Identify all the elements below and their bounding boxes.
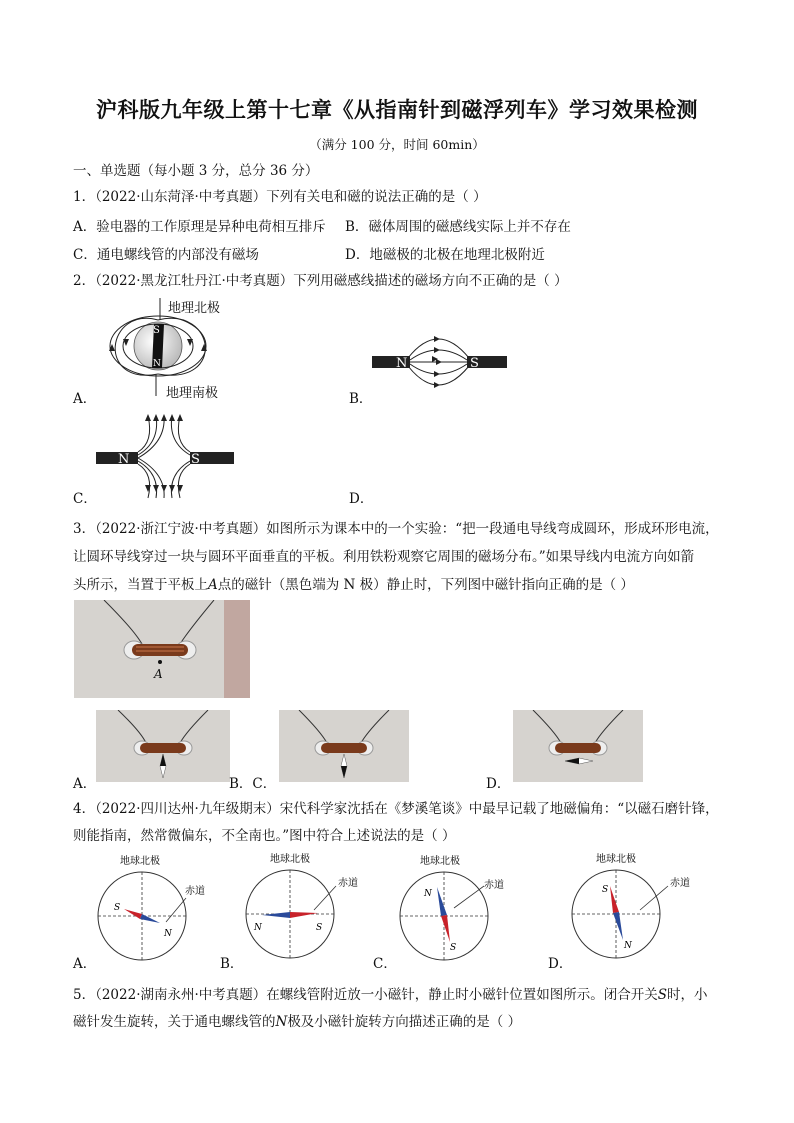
- q2-label-a[interactable]: A．: [73, 391, 97, 407]
- svg-text:S: S: [316, 923, 323, 933]
- svg-text:N: N: [164, 929, 172, 939]
- page-subtitle: （满分 100 分，时间 60min）: [309, 137, 485, 152]
- q4-label-a[interactable]: A．: [73, 956, 97, 972]
- q2-label-b[interactable]: B．: [349, 391, 373, 407]
- q3-label-bc[interactable]: B．C．: [229, 776, 277, 792]
- q3-label-a[interactable]: A．: [73, 776, 97, 792]
- svg-text:N: N: [254, 923, 262, 933]
- q1-option-a[interactable]: A．验电器的工作原理是异种电荷相互排斥: [73, 219, 326, 235]
- svg-text:N: N: [624, 941, 632, 951]
- page-title: 沪科版九年级上第十七章《从指南针到磁浮列车》学习效果检测: [96, 97, 698, 122]
- svg-text:S: S: [470, 356, 479, 371]
- q2-figure-b-bar-magnet[interactable]: [372, 330, 512, 400]
- svg-text:S: S: [450, 943, 457, 953]
- q2-label-d[interactable]: D．: [349, 491, 374, 507]
- q4-label-d[interactable]: D．: [548, 956, 573, 972]
- q4-label-b[interactable]: B．: [220, 956, 244, 972]
- q3-main-photo: [74, 600, 250, 698]
- q3-point-a-label: A: [154, 667, 163, 681]
- q2-figure-a-earth[interactable]: [96, 296, 276, 404]
- geo-north-label: 地理北极: [168, 301, 221, 316]
- geo-south-label: 地理南极: [166, 386, 219, 401]
- q1-option-c[interactable]: C．通电螺线管的内部没有磁场: [73, 247, 259, 263]
- svg-text:S: S: [602, 885, 609, 895]
- q1-option-b[interactable]: B．磁体周围的磁感线实际上并不存在: [345, 219, 571, 235]
- q5-line-2: 磁针发生旋转，关于通电螺线管的N极及小磁针旋转方向描述正确的是（ ）: [73, 1014, 522, 1030]
- earth-magnet-n-label: N: [153, 359, 161, 369]
- q4-compass-a[interactable]: [90, 852, 220, 962]
- q3-label-d[interactable]: D．: [486, 776, 511, 792]
- q4-compass-b[interactable]: [240, 850, 370, 960]
- svg-text:N: N: [396, 356, 408, 371]
- q2-figure-c-bar-magnets[interactable]: [96, 412, 236, 500]
- svg-text:N: N: [424, 889, 432, 899]
- q4-line-1: 4．（2022·四川达州·九年级期末）宋代科学家沈括在《梦溪笔谈》中最早记载了地磁偏角：“以磁石磨针锋，: [73, 801, 719, 817]
- section-heading: 一、单选题（每小题 3 分，总分 36 分）: [73, 163, 319, 179]
- earth-magnet-s-label: S: [153, 325, 160, 336]
- q4-compass-c[interactable]: [394, 852, 524, 962]
- svg-text:赤道: 赤道: [670, 878, 690, 889]
- q4-label-c[interactable]: C．: [373, 956, 397, 972]
- q3-line-1: 3．（2022·浙江宁波·中考真题）如图所示为课本中的一个实验：“把一段通电导线弯成圆环，形成环形电流，: [73, 521, 719, 537]
- svg-text:地球北极: 地球北极: [596, 854, 636, 865]
- q3-option-a-photo[interactable]: [96, 710, 230, 782]
- svg-text:赤道: 赤道: [484, 880, 504, 891]
- q3-option-d-photo[interactable]: [513, 710, 643, 782]
- q3-option-c-photo[interactable]: [279, 710, 409, 782]
- svg-text:S: S: [114, 903, 121, 913]
- q4-compass-d[interactable]: [570, 850, 710, 960]
- svg-text:地球北极: 地球北极: [420, 856, 460, 867]
- svg-text:S: S: [191, 452, 200, 467]
- q1-option-d[interactable]: D．地磁极的北极在地理北极附近: [345, 247, 545, 263]
- q5-line-1: 5．（2022·湖南永州·中考真题）在螺线管附近放一小磁针，静止时小磁针位置如图所示。闭合开关S时，小: [73, 987, 708, 1003]
- q2-label-c[interactable]: C．: [73, 491, 97, 507]
- q4-line-2: 则能指南，然常微偏东，不全南也。”图中符合上述说法的是（ ）: [73, 828, 456, 844]
- q3-line-3: 头所示，当置于平板上A点的磁针（黑色端为 N 极）静止时，下列图中磁针指向正确的是（ ）: [73, 577, 634, 593]
- svg-text:地球北极: 地球北极: [120, 856, 160, 867]
- svg-text:赤道: 赤道: [338, 878, 358, 889]
- svg-text:地球北极: 地球北极: [270, 854, 310, 865]
- q1-stem: 1．（2022·山东菏泽·中考真题）下列有关电和磁的说法正确的是（ ）: [73, 189, 487, 205]
- svg-text:赤道: 赤道: [185, 886, 205, 897]
- q3-line-2: 让圆环导线穿过一块与圆环平面垂直的平板。利用铁粉观察它周围的磁场分布。”如果导线内电流方向如箭: [73, 549, 695, 565]
- q2-stem: 2．（2022·黑龙江牡丹江·中考真题）下列用磁感线描述的磁场方向不正确的是（ ）: [73, 273, 568, 289]
- svg-text:N: N: [118, 452, 130, 467]
